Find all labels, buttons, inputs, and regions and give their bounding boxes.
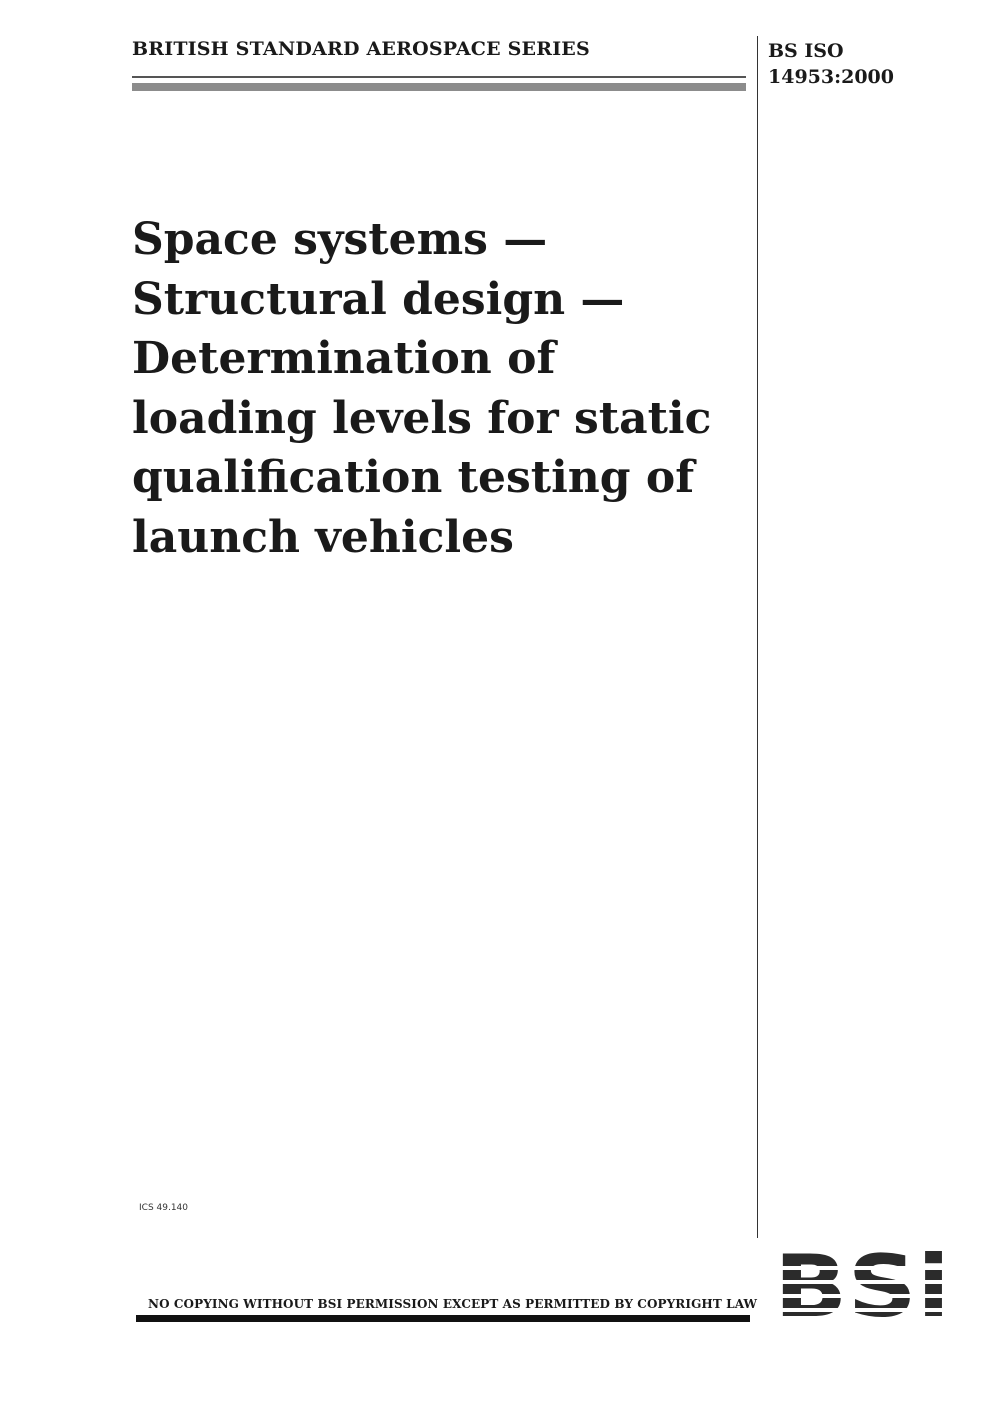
footer-rule — [136, 1315, 750, 1322]
vertical-divider — [757, 36, 758, 1238]
header-rule-thin — [132, 76, 746, 78]
title-line: Determination of — [132, 333, 556, 384]
title-line: Structural design — — [132, 273, 625, 325]
bsi-logo — [774, 1244, 950, 1322]
document-title — [132, 210, 732, 567]
document-number — [768, 38, 894, 90]
document-number-prefix: BS ISO — [768, 40, 844, 62]
title-line: Space systems — — [132, 214, 548, 265]
title-line: launch vehicles — [132, 511, 514, 563]
document-number-code: 14953:2000 — [768, 66, 894, 88]
series-title: BRITISH STANDARD AEROSPACE SERIES — [132, 38, 590, 60]
title-line: loading levels for static — [132, 392, 712, 444]
copyright-notice: NO COPYING WITHOUT BSI PERMISSION EXCEPT AS PERMITTED BY COPYRIGHT LAW — [148, 1297, 758, 1311]
header-rule-thick — [132, 83, 746, 91]
title-line: qualification testing of — [132, 452, 695, 503]
ics-code: ICS 49.140 — [139, 1203, 189, 1213]
